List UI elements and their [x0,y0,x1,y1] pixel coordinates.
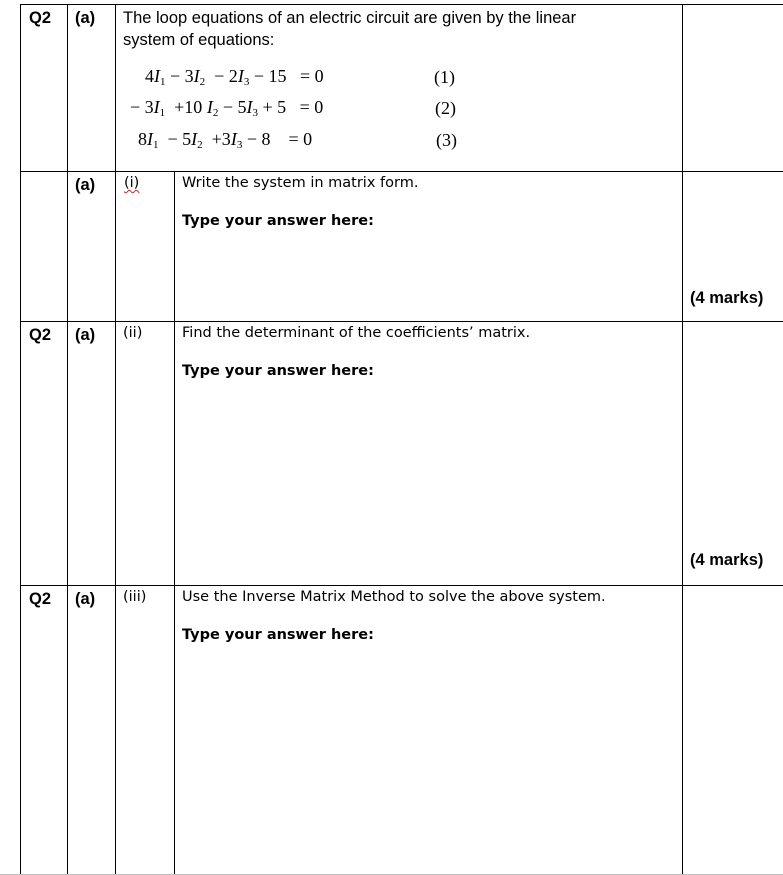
intro-text-line2: system of equations: [123,31,275,49]
row-border-3 [20,585,783,586]
col-border-left [20,4,21,874]
equation-2: − $3I_1 +10$ $I_2 - 5I_3 + 5 = 0$ [130,97,324,119]
answer-area[interactable] [176,386,680,582]
part-label: (a) [75,326,96,344]
equation-number-1: (1) [434,67,455,87]
question-label: Q2 [29,9,52,27]
part-label: (a) [75,590,96,608]
col-border-sub [174,171,175,874]
equation-number-2: (2) [435,98,456,118]
marks-label: (4 marks) [690,551,764,569]
equation-3: $8I_1 - 5I_2 +3I_3 - 8$ = 0 [138,129,313,151]
row-border-1 [20,171,783,172]
answer-area[interactable] [176,236,680,318]
equation-number-3: (3) [436,130,457,150]
equation-1: $4I_1 - 3I_2 - 2I_3 - 15 = 0$ [145,66,324,88]
part-label: (a) [75,9,96,27]
sub-part-label: (iii) [123,589,147,605]
answer-area[interactable] [176,650,680,870]
row-border-2 [20,321,783,322]
col-border-q [67,4,68,874]
sub-part-label: (ii) [123,325,143,341]
part-label: (a) [75,176,96,194]
row-border-top [20,4,783,5]
question-text: Find the determinant of the coefficients’ matrix. [182,325,531,341]
col-border-part [115,171,116,874]
intro-text-line1: The loop equations of an electric circuit are given by the linear [123,9,577,27]
question-text: Use the Inverse Matrix Method to solve the above system. [182,589,606,605]
col-border-part-top [115,4,116,171]
answer-prompt: Type your answer here: [182,213,374,229]
marks-label: (4 marks) [690,289,764,307]
sub-part-label: (i) [124,175,140,191]
question-label: Q2 [29,590,52,608]
col-border-marks [682,4,683,874]
question-label: Q2 [29,326,52,344]
question-text: Write the system in matrix form. [182,175,419,191]
answer-prompt: Type your answer here: [182,363,374,379]
answer-prompt: Type your answer here: [182,627,374,643]
